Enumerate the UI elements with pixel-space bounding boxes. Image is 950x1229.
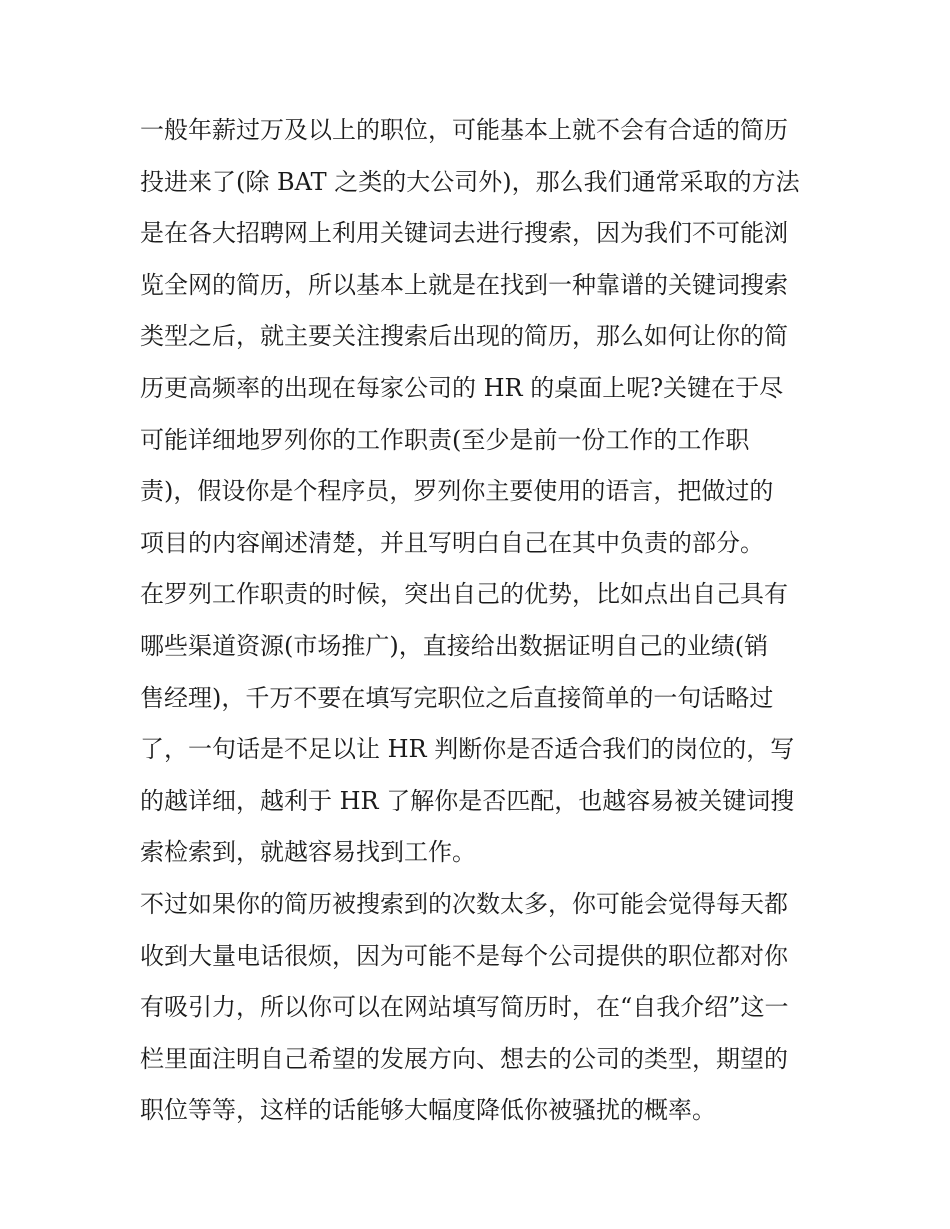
text-line-11: 哪些渠道资源(市场推广)，直接给出数据证明自己的业绩(销	[140, 631, 769, 660]
text-line-12: 售经理)，千万不要在填写完职位之后直接简单的一句话略过	[140, 683, 774, 712]
text-line-9: 项目的内容阐述清楚，并且写明白自己在其中负责的部分。	[140, 528, 764, 557]
text-line-7: 可能详细地罗列你的工作职责(至少是前一份工作的工作职	[140, 425, 750, 454]
text-line-19: 栏里面注明自己希望的发展方向、想去的公司的类型，期望的	[140, 1044, 788, 1073]
text-line-3: 是在各大招聘网上利用关键词去进行搜索，因为我们不可能浏	[140, 219, 788, 248]
text-line-18: 有吸引力，所以你可以在网站填写简历时，在“自我介绍”这一	[140, 993, 789, 1022]
text-line-16: 不过如果你的简历被搜索到的次数太多，你可能会觉得每天都	[140, 889, 788, 918]
text-line-17: 收到大量电话很烦，因为可能不是每个公司提供的职位都对你	[140, 941, 788, 970]
text-line-8: 责)，假设你是个程序员，罗列你主要使用的语言，把做过的	[140, 477, 774, 506]
text-line-14: 的越详细，越利于 HR 了解你是否匹配，也越容易被关键词搜	[140, 786, 795, 815]
text-line-5: 类型之后，就主要关注搜索后出现的简历，那么如何让你的简	[140, 322, 788, 351]
text-line-15: 索检索到，就越容易找到工作。	[140, 838, 476, 867]
document-body	[140, 105, 830, 1137]
text-line-1: 一般年薪过万及以上的职位，可能基本上就不会有合适的简历	[140, 116, 788, 144]
text-line-13: 了，一句话是不足以让 HR 判断你是否适合我们的岗位的，写	[140, 735, 795, 764]
text-line-6: 历更高频率的出现在每家公司的 HR 的桌面上呢?关键在于尽	[140, 373, 784, 402]
text-line-10: 在罗列工作职责的时候，突出自己的优势，比如点出自己具有	[140, 580, 788, 609]
text-line-2: 投进来了(除 BAT 之类的大公司外)，那么我们通常采取的方法	[140, 167, 800, 196]
text-line-20: 职位等等，这样的话能够大幅度降低你被骚扰的概率。	[140, 1096, 716, 1125]
text-line-4: 览全网的简历，所以基本上就是在找到一种靠谱的关键词搜索	[140, 270, 788, 299]
